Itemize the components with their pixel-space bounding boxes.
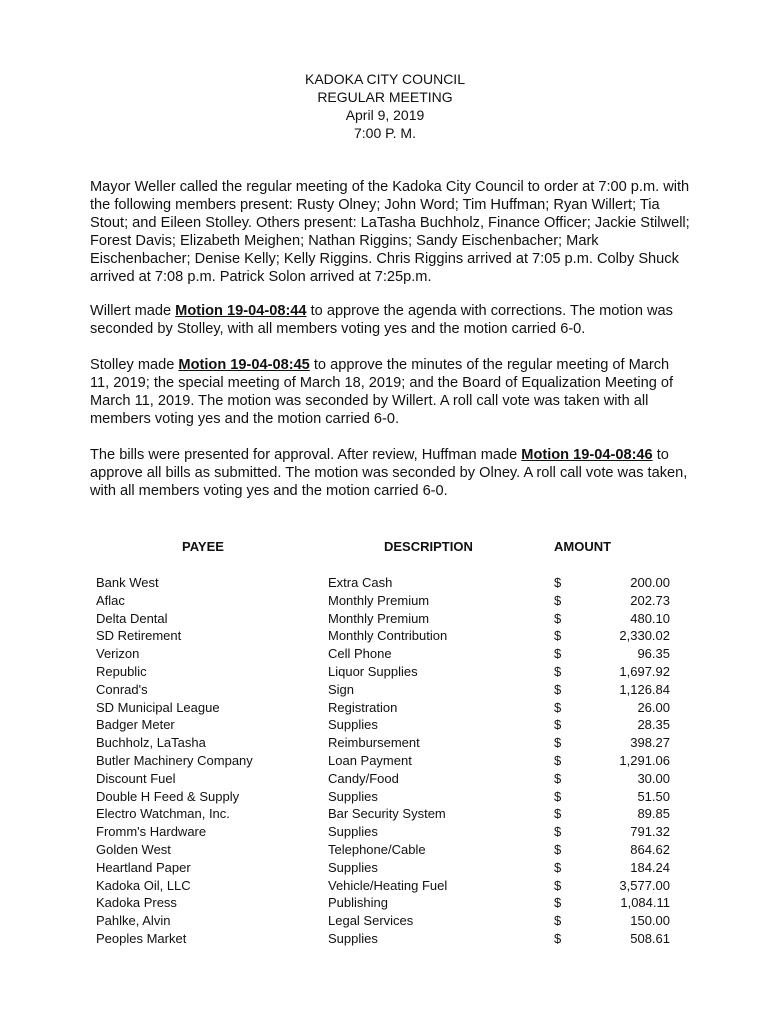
currency-cell: $ (554, 930, 562, 946)
table-row (96, 823, 676, 841)
description-cell: Loan Payment (328, 752, 412, 768)
table-row (96, 752, 676, 770)
amount-cell: 89.85 (637, 806, 670, 822)
amount-cell: 508.61 (630, 930, 670, 946)
description-cell: Reimbursement (328, 735, 420, 751)
table-row (96, 894, 676, 912)
amount-cell: 202.73 (630, 592, 670, 608)
payee-cell: Verizon (96, 646, 140, 662)
currency-cell: $ (554, 859, 562, 875)
intro-paragraph: Mayor Weller called the regular meeting of the Kadoka City Council to order at 7:00 p.m. with the following members present: Rusty Olney; John Word; Tim Huffman; Ryan Willert; Tia Stout; and Eileen Stolley. Others present: LaTasha Buchholz, Finance Officer; Jackie Stilwell; Forest Davis; Elizabeth Meighen; Nathan Riggins; Sandy Eischenbacher; Mark Eischenbacher; Denise Kelly; Kelly Riggins. Chris Riggins arrived at 7:05 p.m. Colby Shuck arrived at 7:08 p.m. Patrick Solon arrived at 7:25p.m. (90, 179, 690, 285)
description-cell: Supplies (328, 788, 378, 804)
amount-cell: 26.00 (637, 699, 670, 715)
amount-column-header: AMOUNT (554, 539, 612, 554)
currency-cell: $ (554, 752, 562, 768)
amount-cell: 791.32 (630, 824, 670, 840)
description-cell: Supplies (328, 930, 378, 946)
payee-cell: Golden West (96, 841, 171, 857)
currency-cell: $ (554, 592, 562, 608)
amount-cell: 398.27 (630, 735, 670, 751)
currency-cell: $ (554, 770, 562, 786)
currency-cell: $ (554, 806, 562, 822)
payee-cell: Conrad's (96, 681, 148, 697)
amount-cell: 1,291.06 (619, 752, 670, 768)
document-header (0, 70, 770, 142)
amount-cell: 150.00 (630, 913, 670, 929)
description-cell: Legal Services (328, 913, 414, 929)
description-cell: Vehicle/Heating Fuel (328, 877, 448, 893)
description-cell: Sign (328, 681, 355, 697)
motion-46-before: The bills were presented for approval. After review, Huffman made (90, 447, 522, 463)
table-row (96, 770, 676, 788)
motion-46-label: Motion 19-04-08:46 (521, 447, 653, 463)
amount-cell: 51.50 (637, 788, 670, 804)
table-row (96, 681, 676, 699)
motion-44-after: to approve the agenda with corrections. The motion was seconded by Stolley, with all members voting yes and the motion carried 6-0. (90, 303, 673, 337)
description-cell: Monthly Contribution (328, 628, 448, 644)
meeting-type: REGULAR MEETING (317, 89, 453, 105)
table-row (96, 699, 676, 717)
description-cell: Bar Security System (328, 806, 446, 822)
bills-table (96, 574, 676, 948)
amount-cell: 28.35 (637, 717, 670, 733)
currency-cell: $ (554, 681, 562, 697)
description-cell: Candy/Food (328, 770, 399, 786)
amount-cell: 2,330.02 (619, 628, 670, 644)
description-cell: Monthly Premium (328, 610, 430, 626)
motion-46-after: to approve all bills as submitted. The motion was seconded by Olney. A roll call vote was taken, with all members voting yes and the motion carried 6-0. (90, 447, 688, 499)
currency-cell: $ (554, 841, 562, 857)
payee-cell: Pahlke, Alvin (96, 913, 171, 929)
amount-cell: 3,577.00 (619, 877, 670, 893)
currency-cell: $ (554, 877, 562, 893)
description-cell: Publishing (328, 895, 388, 911)
payee-cell: SD Retirement (96, 628, 182, 644)
table-row (96, 734, 676, 752)
motion-44-before: Willert made (90, 303, 176, 319)
payee-cell: Heartland Paper (96, 859, 191, 875)
amount-cell: 864.62 (630, 841, 670, 857)
payee-cell: Butler Machinery Company (96, 752, 253, 768)
payee-cell: Double H Feed & Supply (96, 788, 240, 804)
amount-cell: 200.00 (630, 575, 670, 590)
motion-45-after: to approve the minutes of the regular meeting of March 11, 2019; the special meeting of March 18, 2019; and the Board of Equalization Meeting of March 11, 2019. The motion was seconded by Willert. A roll call vote was taken with all members voting yes and the motion carried 6-0. (90, 357, 674, 427)
currency-cell: $ (554, 646, 562, 662)
table-row (96, 788, 676, 806)
table-row (96, 877, 676, 895)
table-row (96, 645, 676, 663)
amount-cell: 1,697.92 (619, 663, 670, 679)
motion-44-paragraph (90, 302, 690, 338)
motion-44-label: Motion 19-04-08:44 (175, 303, 307, 319)
currency-cell: $ (554, 913, 562, 929)
table-row (96, 592, 676, 610)
payee-cell: Kadoka Press (96, 895, 177, 911)
meeting-time: 7:00 P. M. (353, 125, 416, 141)
payee-cell: Fromm's Hardware (96, 824, 207, 840)
motion-45-label: Motion 19-04-08:45 (178, 357, 310, 373)
description-cell: Liquor Supplies (328, 663, 418, 679)
motion-45-paragraph (90, 356, 690, 428)
description-cell: Telephone/Cable (328, 841, 426, 857)
description-cell: Registration (328, 699, 398, 715)
description-cell: Supplies (328, 859, 378, 875)
description-cell: Extra Cash (328, 575, 393, 590)
currency-cell: $ (554, 699, 562, 715)
table-row (96, 627, 676, 645)
motion-45-before: Stolley made (90, 357, 179, 373)
table-row (96, 574, 676, 592)
table-row (96, 805, 676, 823)
motion-46-paragraph (90, 446, 690, 500)
payee-cell: Republic (96, 663, 147, 679)
description-column-header: DESCRIPTION (384, 539, 473, 554)
table-row (96, 663, 676, 681)
payee-cell: Buchholz, LaTasha (96, 735, 206, 751)
table-row (96, 610, 676, 628)
table-row (96, 841, 676, 859)
currency-cell: $ (554, 628, 562, 644)
currency-cell: $ (554, 717, 562, 733)
table-row (96, 716, 676, 734)
currency-cell: $ (554, 788, 562, 804)
description-cell: Supplies (328, 717, 378, 733)
payee-cell: SD Municipal League (96, 699, 220, 715)
currency-cell: $ (554, 610, 562, 626)
council-title: KADOKA CITY COUNCIL (304, 71, 465, 87)
description-cell: Supplies (328, 824, 378, 840)
payee-cell: Badger Meter (96, 717, 175, 733)
amount-cell: 480.10 (630, 610, 670, 626)
currency-cell: $ (554, 575, 562, 590)
currency-cell: $ (554, 663, 562, 679)
meeting-date: April 9, 2019 (345, 107, 425, 123)
payee-cell: Electro Watchman, Inc. (96, 806, 230, 822)
description-cell: Cell Phone (328, 646, 392, 662)
amount-cell: 30.00 (637, 770, 670, 786)
currency-cell: $ (554, 735, 562, 751)
payee-cell: Discount Fuel (96, 770, 176, 786)
payee-cell: Bank West (96, 575, 159, 590)
payee-cell: Peoples Market (96, 930, 187, 946)
payee-cell: Delta Dental (96, 610, 168, 626)
amount-cell: 1,084.11 (620, 895, 670, 911)
table-row (96, 912, 676, 930)
payee-cell: Kadoka Oil, LLC (96, 877, 191, 893)
payee-cell: Aflac (96, 592, 125, 608)
table-row (96, 930, 676, 948)
description-cell: Monthly Premium (328, 592, 430, 608)
table-row (96, 859, 676, 877)
amount-cell: 96.35 (637, 646, 670, 662)
currency-cell: $ (554, 895, 562, 911)
currency-cell: $ (554, 824, 562, 840)
amount-cell: 184.24 (630, 859, 670, 875)
payee-column-header: PAYEE (182, 539, 224, 554)
amount-cell: 1,126.84 (619, 681, 670, 697)
